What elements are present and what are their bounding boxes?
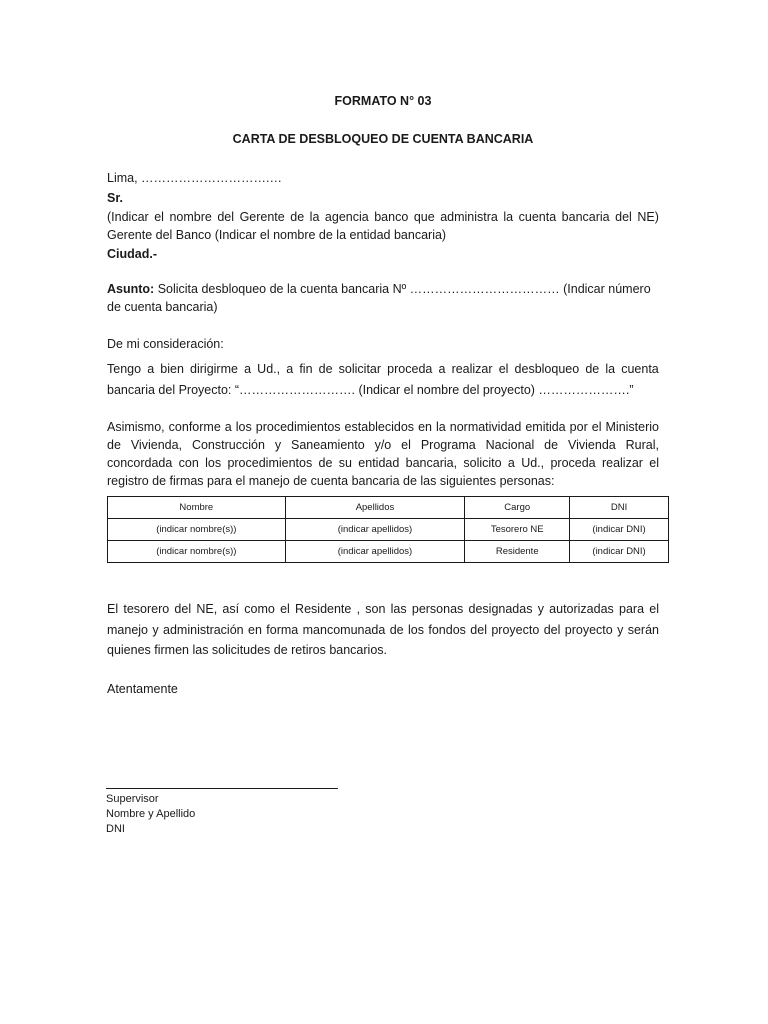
table-row bbox=[108, 541, 669, 563]
word: del bbox=[217, 210, 235, 224]
paragraph-2-line-1: Asimismo, conforme a los procedimientos establecidos en la normatividad emitida por el Ministerio bbox=[107, 420, 659, 434]
table-header-cell: Cargo bbox=[465, 497, 570, 519]
word: administra bbox=[440, 210, 498, 224]
word: que bbox=[413, 210, 435, 224]
table-cell: Residente bbox=[465, 541, 570, 563]
table-cell: Tesorero NE bbox=[465, 519, 570, 541]
word: banco bbox=[374, 210, 409, 224]
format-number: FORMATO N° 03 bbox=[334, 94, 432, 108]
word: el bbox=[498, 362, 509, 376]
word: cuenta bbox=[518, 210, 557, 224]
table-cell: (indicar apellidos) bbox=[285, 541, 465, 563]
subject-line-2: de cuenta bancaria) bbox=[107, 300, 218, 314]
word: fin bbox=[299, 362, 313, 376]
paragraph-2-line-4: registro de firmas para el manejo de cuenta bancaria de las siguientes personas: bbox=[107, 474, 555, 488]
paragraph-2-line-2: de Vivienda, Construcción y Saneamiento y/o el Programa Nacional de Vivienda Rural, bbox=[107, 438, 659, 452]
word: bancaria bbox=[561, 210, 610, 224]
closing: Atentamente bbox=[107, 682, 178, 696]
greeting: De mi consideración: bbox=[107, 337, 224, 351]
word: de bbox=[290, 210, 305, 224]
word: a bbox=[286, 362, 294, 376]
table-header-cell: Apellidos bbox=[285, 497, 465, 519]
table-row bbox=[108, 519, 669, 541]
word: Tengo bbox=[107, 362, 142, 376]
word: el bbox=[154, 210, 164, 224]
word: solicitar bbox=[338, 362, 382, 376]
word: a bbox=[438, 362, 446, 376]
paragraph-2-line-3: concordada con los procedimientos de su entidad bancaria, solicito a Ud., proceda realizar el bbox=[107, 456, 659, 470]
signature-id: DNI bbox=[106, 823, 125, 835]
salutation: Sr. bbox=[107, 191, 123, 205]
word: realizar bbox=[451, 362, 493, 376]
word: cuenta bbox=[621, 362, 659, 376]
subject-text: Solicita desbloqueo de la cuenta bancaria Nº ……………………………… (Indicar número bbox=[154, 282, 651, 296]
paragraph-3-line-1: El tesorero del NE, así como el Residente , son las personas designadas y autorizadas para el bbox=[107, 602, 659, 616]
city-line: Ciudad.- bbox=[107, 247, 157, 261]
recipient-line-2: Gerente del Banco (Indicar el nombre de la entidad bancaria) bbox=[107, 228, 447, 242]
word: desbloqueo bbox=[514, 362, 580, 376]
word: a bbox=[244, 362, 252, 376]
subject-line-1 bbox=[107, 280, 659, 298]
word: de bbox=[585, 362, 600, 376]
signature-role: Supervisor bbox=[106, 793, 159, 805]
table-cell: (indicar nombre(s)) bbox=[108, 519, 286, 541]
table-header-row bbox=[108, 497, 669, 519]
word: proceda bbox=[387, 362, 433, 376]
document-title: CARTA DE DESBLOQUEO DE CUENTA BANCARIA bbox=[232, 132, 534, 146]
word: la bbox=[503, 210, 514, 224]
word: bien bbox=[160, 362, 184, 376]
paragraph-1-line-2: bancaria del Proyecto: “………………………. (Indicar el nombre del proyecto) ………………….” bbox=[107, 383, 634, 397]
table-cell: (indicar nombre(s)) bbox=[108, 541, 286, 563]
word: la bbox=[605, 362, 616, 376]
table-cell: (indicar DNI) bbox=[570, 519, 669, 541]
table-header-cell: DNI bbox=[570, 497, 669, 519]
signatories-table bbox=[107, 496, 669, 563]
paragraph-1-line-1 bbox=[107, 360, 659, 378]
signature-name: Nombre y Apellido bbox=[106, 808, 196, 820]
paragraph-3-line-3: quienes firmen las solicitudes de retiros bancarios. bbox=[107, 643, 387, 657]
table-header-cell: Nombre bbox=[108, 497, 286, 519]
word: la bbox=[309, 210, 320, 224]
word: Gerente bbox=[239, 210, 285, 224]
signature-line bbox=[106, 788, 338, 789]
word: (Indicar bbox=[107, 210, 149, 224]
word: a bbox=[147, 362, 155, 376]
word: Ud., bbox=[257, 362, 281, 376]
word: NE) bbox=[637, 210, 659, 224]
table-cell: (indicar apellidos) bbox=[285, 519, 465, 541]
word: del bbox=[615, 210, 632, 224]
word: nombre bbox=[169, 210, 212, 224]
table-cell: (indicar DNI) bbox=[570, 541, 669, 563]
word: de bbox=[318, 362, 333, 376]
paragraph-3-line-2: manejo y administración en forma mancomunada de los fondos del proyecto del proyecto y serán bbox=[107, 623, 659, 637]
word: agencia bbox=[324, 210, 369, 224]
subject-label: Asunto: bbox=[107, 282, 155, 296]
place-date: Lima, ………………………….… bbox=[107, 171, 283, 185]
word: dirigirme bbox=[190, 362, 238, 376]
recipient-line-1 bbox=[107, 208, 659, 226]
